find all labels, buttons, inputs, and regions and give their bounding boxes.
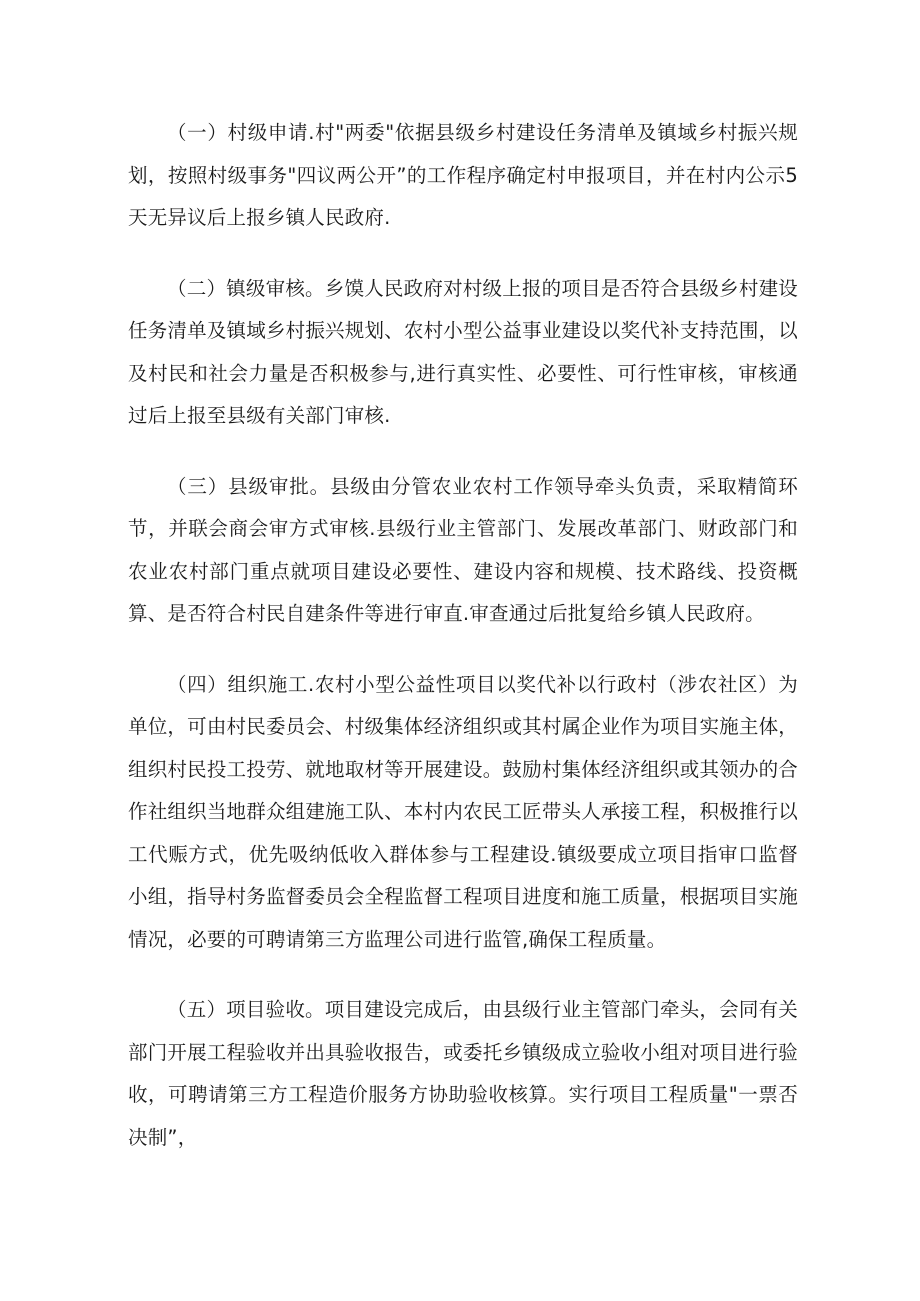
- paragraph-town-review: （二）镇级审核。乡馍人民政府对村级上报的项目是否符合县级乡村建设任务清单及镇域乡村振兴规划、农村小型公益事业建设以奖代补支持范围，以及村民和社会力量是否积极参与,进行真实性、必要性、可行性审核，审核通过后上报至县级有关部门审核.: [128, 276, 798, 427]
- paragraph-construction: （四）组织施工.农村小型公益性项目以奖代补以行政村（涉农社区）为单位，可由村民委员会、村级集体经济组织或其村属企业作为项目实施主体，组织村民投工投劳、就地取材等开展建设。鼓励村集体经济组织或其领办的合作社组织当地群众组建施工队、本村内农民工匠带头人承接工程，积极推行以工代赈方式，优先吸纳低收入群体参与工程建设.镇级要成立项目指审口监督小组，指导村务监督委员会全程监督工程项目进度和施工质量，根据项目实施情况，必要的可聘请第三方监理公司进行监管,确保工程质量。: [128, 672, 798, 951]
- paragraph-acceptance: （五）项目验收。项目建设完成后，由县级行业主管部门牵头，会同有关部门开展工程验收并出具验收报告，或委托乡镇级成立验收小组对项目进行验收，可聘请第三方工程造价服务方协助验收核算。实行项目工程质量"一票否决制”，: [128, 998, 798, 1149]
- document-body: [128, 112, 798, 1186]
- paragraph-county-approval: （三）县级审批。县级由分管农业农村工作领导牵头负责，采取精简环节，并联会商会审方式审核.县级行业主管部门、发展改革部门、财政部门和农业农村部门重点就项目建设必要性、建设内容和规模、技术路线、投资概算、是否符合村民自建条件等进行审直.审查通过后批复给乡镇人民政府。: [128, 474, 798, 625]
- paragraph-village-application: （一）村级申请.村"两委"依据县级乡村建设任务清单及镇域乡村振兴规划，按照村级事务"四议两公开”的工作程序确定村申报项目，并在村内公示5天无异议后上报乡镇人民政府.: [128, 121, 798, 229]
